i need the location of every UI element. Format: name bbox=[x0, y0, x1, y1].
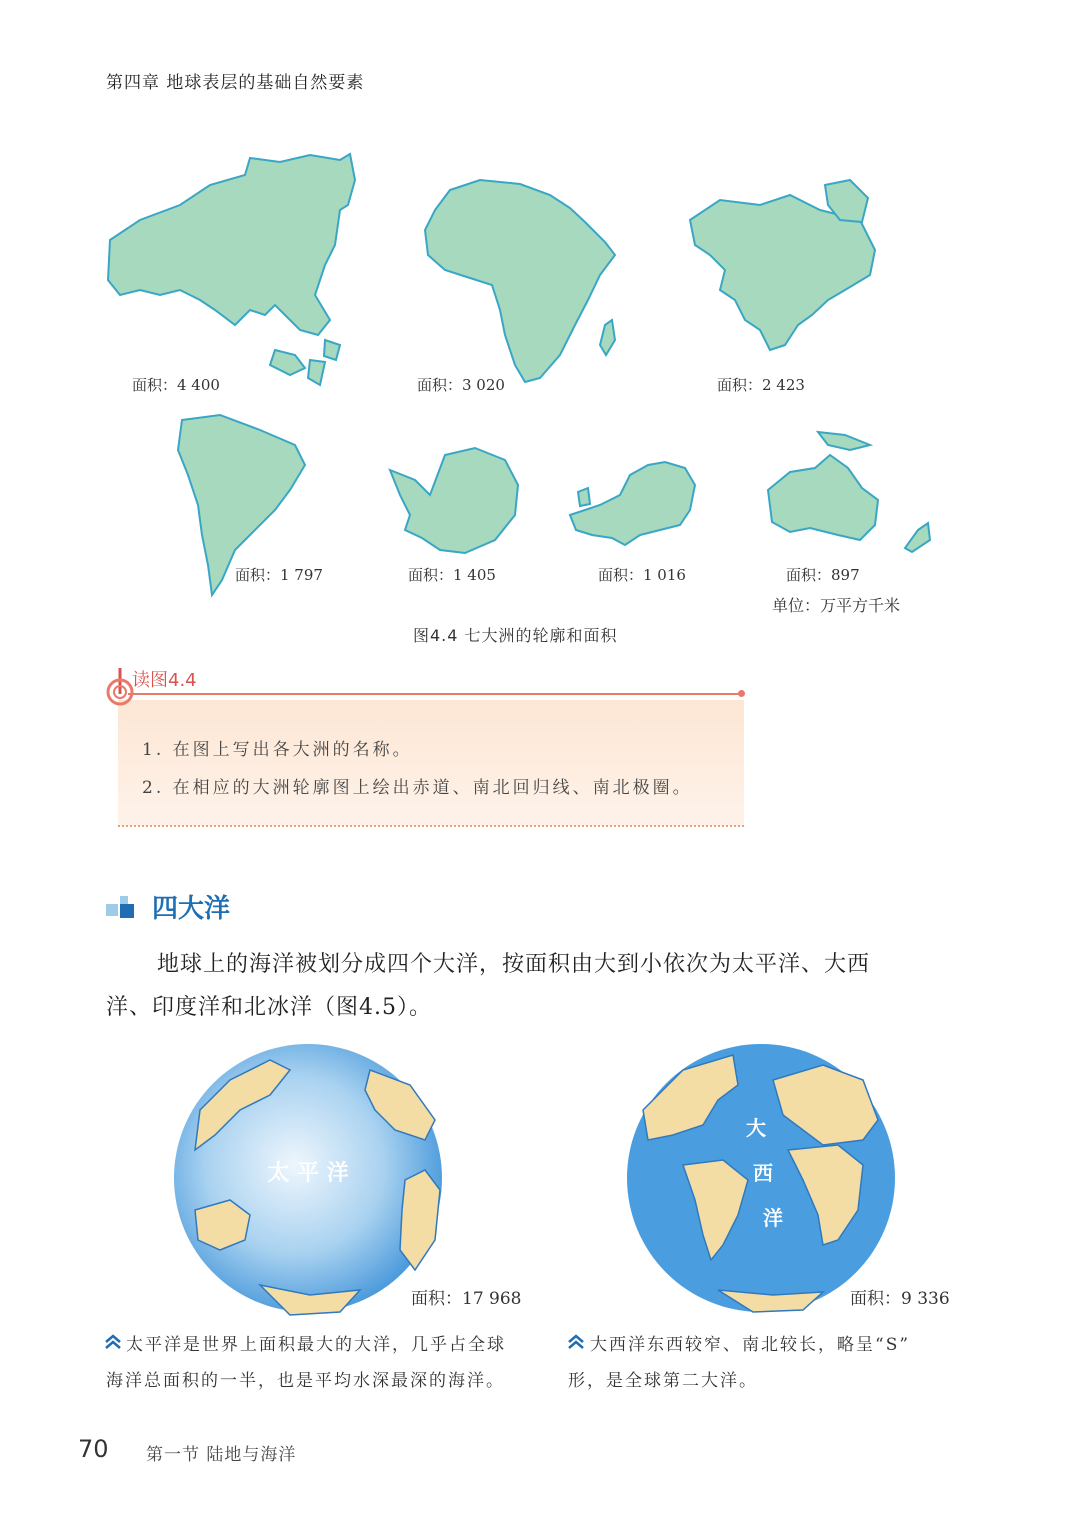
page-number: 70 bbox=[78, 1435, 109, 1463]
europe-islands bbox=[578, 488, 590, 506]
read-figure-box bbox=[118, 700, 744, 826]
atlantic-label-2: 西 bbox=[753, 1161, 773, 1185]
atlantic-area: 面积：9 336 bbox=[850, 1289, 950, 1309]
section-squares-icon bbox=[106, 890, 140, 918]
area-label-africa: 面积：3 020 bbox=[417, 376, 505, 394]
asia-outline bbox=[108, 154, 355, 335]
read-figure-item-1: 1. 在图上写出各大洲的名称。 bbox=[142, 740, 413, 760]
read-figure-bottom-border bbox=[118, 825, 744, 827]
pacific-desc-line-1: 太平洋是世界上面积最大的大洋，几乎占全球 bbox=[126, 1335, 506, 1355]
paragraph-line-2: 洋、印度洋和北冰洋（图4.5）。 bbox=[106, 995, 432, 1020]
continents-figure bbox=[100, 150, 960, 610]
area-label-asia: 面积：4 400 bbox=[132, 376, 220, 394]
atlantic-label-3: 洋 bbox=[763, 1206, 783, 1230]
pacific-globe bbox=[170, 1040, 450, 1320]
read-figure-item-2: 2. 在相应的大洲轮廓图上绘出赤道、南北回归线、南北极圈。 bbox=[142, 778, 693, 798]
new-guinea bbox=[818, 432, 870, 450]
africa-outline bbox=[425, 180, 615, 382]
figure-caption: 图4.4 七大洲的轮廓和面积 bbox=[413, 626, 618, 645]
pacific-desc-line-2: 海洋总面积的一半，也是平均水深最深的海洋。 bbox=[106, 1371, 505, 1391]
pacific-area: 面积：17 968 bbox=[411, 1289, 522, 1309]
footer-section: 第一节 陆地与海洋 bbox=[146, 1445, 297, 1465]
area-label-europe: 面积：1 016 bbox=[598, 566, 686, 584]
atlantic-desc-line-2: 形，是全球第二大洋。 bbox=[568, 1371, 758, 1391]
new-zealand bbox=[905, 523, 930, 552]
australia-outline bbox=[768, 455, 878, 540]
chevron-up-icon bbox=[567, 1334, 585, 1350]
atlantic-globe bbox=[623, 1040, 903, 1320]
read-figure-divider bbox=[128, 693, 742, 695]
madagascar bbox=[600, 320, 615, 355]
atlantic-label-1: 大 bbox=[746, 1116, 766, 1140]
chevron-up-icon bbox=[104, 1334, 122, 1350]
asia-islands bbox=[270, 340, 340, 385]
area-label-oceania: 面积：897 bbox=[786, 566, 860, 584]
pacific-label: 太 平 洋 bbox=[267, 1160, 349, 1186]
read-figure-title: 读图4.4 bbox=[132, 670, 197, 691]
area-label-north-america: 面积：2 423 bbox=[717, 376, 805, 394]
paragraph-line-1: 地球上的海洋被划分成四个大洋，按面积由大到小依次为太平洋、大西 bbox=[157, 952, 871, 977]
antarctica-outline bbox=[390, 448, 518, 553]
section-title: 四大洋 bbox=[152, 894, 231, 924]
chapter-header: 第四章 地球表层的基础自然要素 bbox=[106, 73, 365, 93]
unit-label: 单位：万平方千米 bbox=[772, 596, 901, 615]
area-label-south-america: 面积：1 797 bbox=[235, 566, 323, 584]
atlantic-desc-line-1: 大西洋东西较窄、南北较长，略呈“S” bbox=[590, 1335, 911, 1355]
read-figure-divider-dot bbox=[738, 690, 745, 697]
area-label-antarctica: 面积：1 405 bbox=[408, 566, 496, 584]
